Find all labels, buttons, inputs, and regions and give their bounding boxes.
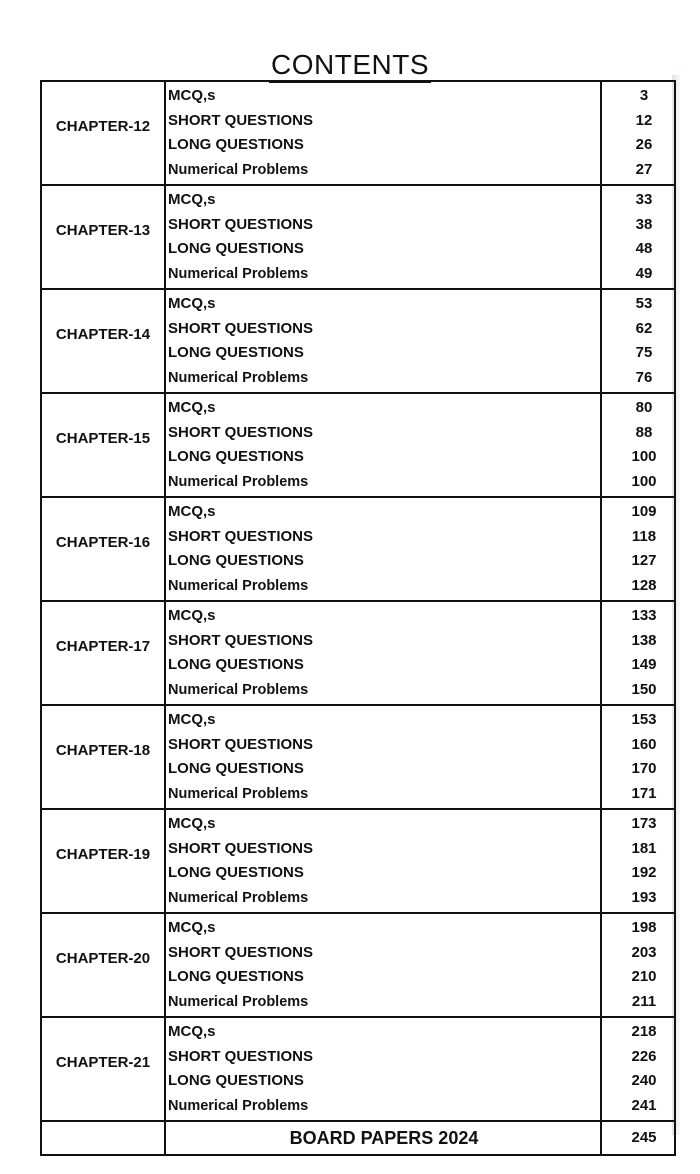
toc-entry-page: 173 bbox=[631, 815, 657, 833]
toc-entry-label: MCQ,s bbox=[168, 399, 216, 417]
toc-entry-label: SHORT QUESTIONS bbox=[168, 943, 314, 961]
toc-entry-label: LONG QUESTIONS bbox=[168, 968, 304, 986]
toc-entry-page: 100 bbox=[631, 448, 657, 466]
toc-entry-label: LONG QUESTIONS bbox=[168, 1072, 304, 1090]
chapter-group bbox=[42, 290, 674, 394]
toc-entry-page: 153 bbox=[631, 711, 657, 729]
toc-entry-label: Numerical Problems bbox=[168, 785, 309, 802]
toc-entry-page: 100 bbox=[631, 472, 657, 490]
chapter-items bbox=[166, 914, 602, 1016]
toc-entry-label: MCQ,s bbox=[168, 711, 216, 729]
toc-entry-page: 109 bbox=[631, 503, 657, 521]
toc-entry-label: Numerical Problems bbox=[168, 577, 309, 594]
toc-entry-page: 210 bbox=[631, 968, 657, 986]
empty-cell bbox=[42, 1122, 166, 1154]
toc-entry-page: 127 bbox=[631, 552, 657, 570]
toc-entry-label: Numerical Problems bbox=[168, 161, 309, 178]
chapter-pages bbox=[602, 498, 674, 600]
toc-entry-page: 12 bbox=[635, 111, 653, 129]
chapter-pages bbox=[602, 810, 674, 912]
chapter-pages bbox=[602, 186, 674, 288]
toc-entry-page: 198 bbox=[631, 919, 657, 937]
toc-entry-page: 226 bbox=[631, 1047, 657, 1065]
toc-entry-label: Numerical Problems bbox=[168, 889, 309, 906]
chapter-name: CHAPTER-12 bbox=[42, 82, 166, 184]
toc-entry-label: SHORT QUESTIONS bbox=[168, 839, 314, 857]
chapter-name: CHAPTER-16 bbox=[42, 498, 166, 600]
toc-entry-label: Numerical Problems bbox=[168, 265, 309, 282]
chapter-pages bbox=[602, 602, 674, 704]
toc-entry-label: LONG QUESTIONS bbox=[168, 656, 304, 674]
chapter-items bbox=[166, 1018, 602, 1120]
chapter-group bbox=[42, 914, 674, 1018]
chapter-pages bbox=[602, 1018, 674, 1120]
toc-entry-label: MCQ,s bbox=[168, 607, 216, 625]
toc-entry-page: 33 bbox=[635, 191, 653, 209]
toc-entry-label: MCQ,s bbox=[168, 1023, 216, 1041]
toc-entry-label: SHORT QUESTIONS bbox=[168, 631, 314, 649]
toc-entry-label: SHORT QUESTIONS bbox=[168, 215, 314, 233]
chapter-pages bbox=[602, 82, 674, 184]
toc-entry-label: SHORT QUESTIONS bbox=[168, 111, 314, 129]
toc-entry-page: 62 bbox=[635, 319, 653, 337]
chapter-items bbox=[166, 290, 602, 392]
chapter-name: CHAPTER-15 bbox=[42, 394, 166, 496]
board-papers-label: BOARD PAPERS 2024 bbox=[166, 1122, 602, 1154]
toc-entry-label: LONG QUESTIONS bbox=[168, 344, 304, 362]
chapter-name: CHAPTER-13 bbox=[42, 186, 166, 288]
toc-entry-label: MCQ,s bbox=[168, 815, 216, 833]
toc-entry-label: MCQ,s bbox=[168, 295, 216, 313]
toc-entry-label: MCQ,s bbox=[168, 191, 216, 209]
toc-entry-page: 133 bbox=[631, 607, 657, 625]
contents-table bbox=[40, 80, 676, 1156]
chapter-group bbox=[42, 498, 674, 602]
chapter-group bbox=[42, 706, 674, 810]
chapter-group bbox=[42, 810, 674, 914]
toc-entry-page: 3 bbox=[639, 87, 649, 105]
toc-entry-page: 150 bbox=[631, 680, 657, 698]
toc-entry-label: Numerical Problems bbox=[168, 993, 309, 1010]
toc-entry-page: 48 bbox=[635, 240, 653, 258]
chapter-items bbox=[166, 498, 602, 600]
toc-entry-label: MCQ,s bbox=[168, 87, 216, 105]
toc-entry-page: 170 bbox=[631, 760, 657, 778]
toc-entry-page: 38 bbox=[635, 215, 653, 233]
toc-entry-label: LONG QUESTIONS bbox=[168, 136, 304, 154]
toc-entry-page: 241 bbox=[631, 1096, 657, 1114]
toc-entry-page: 76 bbox=[635, 368, 653, 386]
chapter-items bbox=[166, 186, 602, 288]
toc-entry-label: SHORT QUESTIONS bbox=[168, 735, 314, 753]
chapter-name: CHAPTER-18 bbox=[42, 706, 166, 808]
toc-entry-label: LONG QUESTIONS bbox=[168, 864, 304, 882]
toc-entry-page: 75 bbox=[635, 344, 653, 362]
chapter-group bbox=[42, 186, 674, 290]
toc-entry-page: 160 bbox=[631, 735, 657, 753]
toc-entry-page: 240 bbox=[631, 1072, 657, 1090]
toc-entry-label: LONG QUESTIONS bbox=[168, 760, 304, 778]
toc-entry-page: 80 bbox=[635, 399, 653, 417]
board-papers-row bbox=[42, 1122, 674, 1154]
toc-entry-page: 26 bbox=[635, 136, 653, 154]
toc-entry-label: Numerical Problems bbox=[168, 1097, 309, 1114]
chapter-pages bbox=[602, 914, 674, 1016]
toc-entry-page: 203 bbox=[631, 943, 657, 961]
toc-entry-label: MCQ,s bbox=[168, 503, 216, 521]
chapter-items bbox=[166, 706, 602, 808]
toc-entry-page: 211 bbox=[631, 992, 657, 1010]
toc-entry-page: 128 bbox=[631, 576, 657, 594]
toc-entry-label: SHORT QUESTIONS bbox=[168, 1047, 314, 1065]
toc-entry-page: 149 bbox=[631, 656, 657, 674]
chapter-items bbox=[166, 810, 602, 912]
toc-entry-label: MCQ,s bbox=[168, 919, 216, 937]
chapter-pages bbox=[602, 706, 674, 808]
chapter-name: CHAPTER-17 bbox=[42, 602, 166, 704]
chapter-name: CHAPTER-19 bbox=[42, 810, 166, 912]
toc-entry-page: 192 bbox=[631, 864, 657, 882]
toc-entry-page: 138 bbox=[631, 631, 657, 649]
board-papers-page-cell bbox=[602, 1122, 674, 1154]
toc-entry-page: 181 bbox=[631, 839, 657, 857]
chapter-pages bbox=[602, 394, 674, 496]
toc-entry-page: 218 bbox=[631, 1023, 657, 1041]
toc-entry-page: 118 bbox=[631, 527, 657, 545]
toc-entry-page: 193 bbox=[631, 888, 657, 906]
chapter-group bbox=[42, 82, 674, 186]
toc-entry-label: SHORT QUESTIONS bbox=[168, 319, 314, 337]
chapter-group bbox=[42, 394, 674, 498]
chapter-name: CHAPTER-14 bbox=[42, 290, 166, 392]
toc-entry-label: LONG QUESTIONS bbox=[168, 448, 304, 466]
chapter-items bbox=[166, 602, 602, 704]
chapter-items bbox=[166, 82, 602, 184]
chapter-group bbox=[42, 602, 674, 706]
chapter-items bbox=[166, 394, 602, 496]
chapter-group bbox=[42, 1018, 674, 1122]
toc-entry-label: LONG QUESTIONS bbox=[168, 552, 304, 570]
toc-entry-label: LONG QUESTIONS bbox=[168, 240, 304, 258]
chapter-name: CHAPTER-21 bbox=[42, 1018, 166, 1120]
page-title-text: CONTENTS bbox=[269, 49, 431, 83]
board-papers-page: 245 bbox=[631, 1129, 657, 1146]
page-title bbox=[0, 49, 700, 81]
toc-entry-page: 171 bbox=[631, 784, 657, 802]
toc-entry-label: Numerical Problems bbox=[168, 369, 309, 386]
toc-entry-label: SHORT QUESTIONS bbox=[168, 423, 314, 441]
chapter-name: CHAPTER-20 bbox=[42, 914, 166, 1016]
toc-entry-page: 88 bbox=[635, 423, 653, 441]
toc-entry-page: 27 bbox=[635, 160, 653, 178]
toc-entry-label: Numerical Problems bbox=[168, 681, 309, 698]
toc-entry-label: Numerical Problems bbox=[168, 473, 309, 490]
toc-entry-page: 49 bbox=[635, 264, 653, 282]
toc-entry-page: 53 bbox=[635, 295, 653, 313]
toc-entry-label: SHORT QUESTIONS bbox=[168, 527, 314, 545]
chapter-pages bbox=[602, 290, 674, 392]
